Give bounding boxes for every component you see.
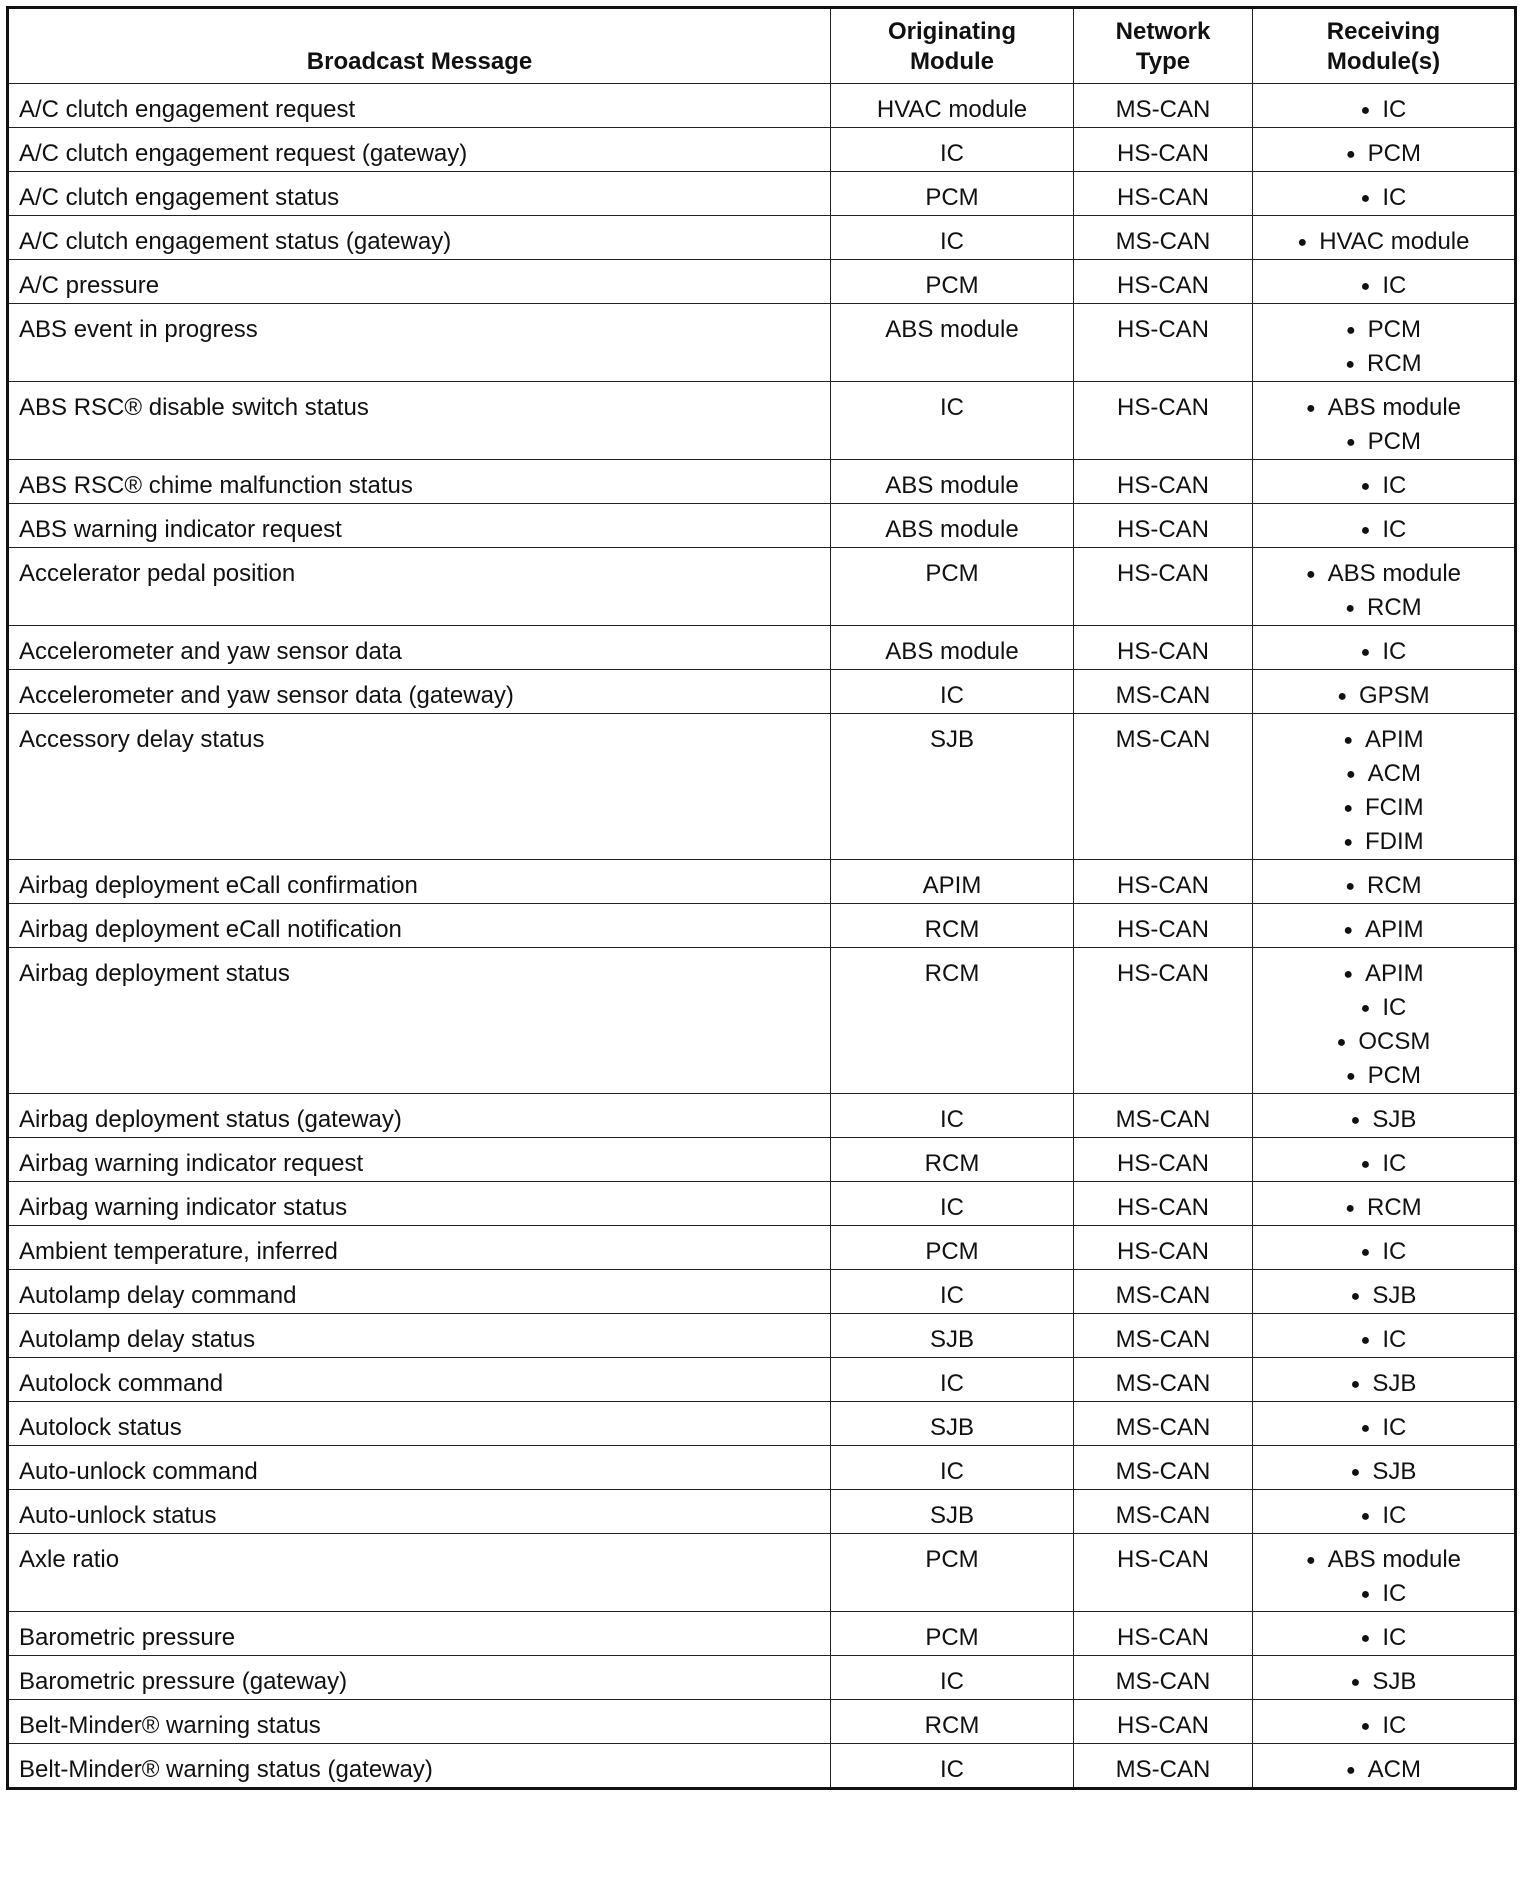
table-row (8, 1358, 1516, 1402)
bullet-icon: ● (1360, 278, 1371, 295)
receiving-modules-cell (1253, 904, 1516, 948)
broadcast-message-cell: Autolamp delay command (8, 1270, 831, 1314)
receiving-module-item (1263, 591, 1504, 625)
header-network-type: Network Type (1074, 8, 1253, 84)
table-row (8, 216, 1516, 260)
originating-module-cell: PCM (831, 548, 1074, 626)
receiving-module-item (1263, 181, 1504, 215)
table-row (8, 1094, 1516, 1138)
originating-module-cell: IC (831, 382, 1074, 460)
receiving-modules-cell (1253, 1534, 1516, 1612)
receiving-module-label: SJB (1372, 1668, 1417, 1695)
originating-module-cell: IC (831, 216, 1074, 260)
receiving-modules-cell (1253, 1094, 1516, 1138)
broadcast-message-cell: ABS RSC® chime malfunction status (8, 460, 831, 504)
header-receiving-modules: Receiving Module(s) (1253, 8, 1516, 84)
receiving-module-label: IC (1382, 994, 1407, 1021)
receiving-module-item (1263, 1621, 1504, 1655)
receiving-module-label: IC (1382, 1712, 1407, 1739)
receiving-module-label: IC (1382, 472, 1407, 499)
table-row (8, 948, 1516, 1094)
receiving-modules-cell (1253, 714, 1516, 860)
network-type-cell: HS-CAN (1074, 948, 1253, 1094)
network-type-cell: MS-CAN (1074, 1446, 1253, 1490)
receiving-modules-cell (1253, 84, 1516, 128)
originating-module-cell: SJB (831, 1490, 1074, 1534)
receiving-module-label: APIM (1364, 726, 1424, 753)
receiving-modules-cell (1253, 382, 1516, 460)
receiving-module-label: FCIM (1365, 794, 1424, 821)
receiving-module-label: ABS module (1327, 560, 1462, 587)
receiving-module-label: ACM (1367, 1756, 1421, 1783)
receiving-module-label: SJB (1372, 1282, 1417, 1309)
receiving-module-label: APIM (1364, 960, 1424, 987)
bullet-icon: ● (1350, 1288, 1361, 1305)
broadcast-message-cell: Belt-Minder® warning status (gateway) (8, 1744, 831, 1789)
originating-module-cell: PCM (831, 1612, 1074, 1656)
originating-module-cell: RCM (831, 1138, 1074, 1182)
receiving-modules-cell (1253, 1138, 1516, 1182)
broadcast-message-cell: Accessory delay status (8, 714, 831, 860)
originating-module-cell: ABS module (831, 304, 1074, 382)
receiving-module-item (1263, 757, 1504, 791)
broadcast-message-cell: A/C clutch engagement request (8, 84, 831, 128)
bullet-icon: ● (1345, 766, 1356, 783)
receiving-modules-cell (1253, 128, 1516, 172)
table-body (8, 84, 1516, 1789)
receiving-module-item (1263, 137, 1504, 171)
table-row (8, 548, 1516, 626)
originating-module-cell: ABS module (831, 504, 1074, 548)
receiving-modules-cell (1253, 1612, 1516, 1656)
receiving-module-label: IC (1382, 516, 1407, 543)
receiving-module-item (1263, 225, 1504, 259)
receiving-module-item (1263, 1665, 1504, 1699)
table-row (8, 260, 1516, 304)
table-row (8, 460, 1516, 504)
bullet-icon: ● (1360, 1630, 1371, 1647)
originating-module-cell: RCM (831, 904, 1074, 948)
receiving-module-label: IC (1382, 1624, 1407, 1651)
receiving-module-label: GPSM (1358, 682, 1430, 709)
network-type-cell: HS-CAN (1074, 304, 1253, 382)
network-type-cell: HS-CAN (1074, 1612, 1253, 1656)
bullet-icon: ● (1350, 1464, 1361, 1481)
receiving-module-item (1263, 1577, 1504, 1611)
receiving-module-item (1263, 1191, 1504, 1225)
originating-module-cell: IC (831, 1744, 1074, 1789)
broadcast-message-cell: Barometric pressure (8, 1612, 831, 1656)
originating-module-cell: SJB (831, 714, 1074, 860)
receiving-module-item (1263, 1235, 1504, 1269)
broadcast-message-cell: ABS RSC® disable switch status (8, 382, 831, 460)
receiving-modules-cell (1253, 216, 1516, 260)
network-type-cell: HS-CAN (1074, 172, 1253, 216)
receiving-module-item (1263, 635, 1504, 669)
originating-module-cell: IC (831, 1358, 1074, 1402)
bullet-icon: ● (1337, 688, 1347, 705)
table-row (8, 714, 1516, 860)
table-header (8, 8, 1516, 84)
network-type-cell: HS-CAN (1074, 382, 1253, 460)
bullet-icon: ● (1360, 190, 1371, 207)
broadcast-message-cell: Auto-unlock status (8, 1490, 831, 1534)
bullet-icon: ● (1360, 1156, 1371, 1173)
table-row (8, 1182, 1516, 1226)
broadcast-message-cell: Autolamp delay status (8, 1314, 831, 1358)
network-type-cell: MS-CAN (1074, 1490, 1253, 1534)
bullet-icon: ● (1360, 102, 1371, 119)
network-type-cell: HS-CAN (1074, 1534, 1253, 1612)
originating-module-cell: RCM (831, 1700, 1074, 1744)
receiving-module-item (1263, 557, 1504, 591)
bullet-icon: ● (1345, 600, 1355, 617)
receiving-module-item (1263, 1499, 1504, 1533)
network-type-cell: MS-CAN (1074, 1744, 1253, 1789)
receiving-module-label: RCM (1367, 1194, 1422, 1221)
network-type-cell: MS-CAN (1074, 216, 1253, 260)
network-type-cell: HS-CAN (1074, 1226, 1253, 1270)
broadcast-message-cell: Accelerometer and yaw sensor data (gateway) (8, 670, 831, 714)
originating-module-cell: PCM (831, 1226, 1074, 1270)
network-type-cell: HS-CAN (1074, 904, 1253, 948)
bullet-icon: ● (1336, 1034, 1347, 1051)
network-type-cell: MS-CAN (1074, 670, 1253, 714)
receiving-module-label: RCM (1367, 872, 1422, 899)
receiving-module-label: PCM (1367, 1062, 1421, 1089)
receiving-module-item (1263, 1411, 1504, 1445)
receiving-modules-cell (1253, 548, 1516, 626)
receiving-module-item (1263, 1455, 1504, 1489)
receiving-module-item (1263, 825, 1504, 859)
receiving-module-label: OCSM (1358, 1028, 1431, 1055)
receiving-module-label: IC (1382, 638, 1407, 665)
broadcast-message-cell: Autolock command (8, 1358, 831, 1402)
network-type-cell: MS-CAN (1074, 1656, 1253, 1700)
originating-module-cell: APIM (831, 860, 1074, 904)
originating-module-cell: ABS module (831, 460, 1074, 504)
receiving-modules-cell (1253, 1358, 1516, 1402)
receiving-module-label: IC (1382, 1238, 1407, 1265)
table-row (8, 84, 1516, 128)
network-type-cell: HS-CAN (1074, 1182, 1253, 1226)
originating-module-cell: RCM (831, 948, 1074, 1094)
originating-module-cell: HVAC module (831, 84, 1074, 128)
receiving-module-item (1263, 679, 1504, 713)
table-row (8, 504, 1516, 548)
receiving-module-item (1263, 425, 1504, 459)
table-row (8, 1612, 1516, 1656)
table-row (8, 904, 1516, 948)
receiving-module-label: HVAC module (1319, 228, 1470, 255)
network-type-cell: HS-CAN (1074, 1700, 1253, 1744)
bullet-icon: ● (1305, 566, 1316, 583)
receiving-modules-cell (1253, 1314, 1516, 1358)
receiving-modules-cell (1253, 860, 1516, 904)
receiving-modules-cell (1253, 948, 1516, 1094)
receiving-module-label: PCM (1367, 140, 1421, 167)
receiving-module-label: IC (1382, 1580, 1407, 1607)
broadcast-message-cell: A/C clutch engagement status (gateway) (8, 216, 831, 260)
receiving-modules-cell (1253, 670, 1516, 714)
receiving-module-label: PCM (1367, 316, 1421, 343)
table-row (8, 626, 1516, 670)
bullet-icon: ● (1345, 356, 1355, 373)
receiving-module-item (1263, 1025, 1504, 1059)
receiving-modules-cell (1253, 1446, 1516, 1490)
receiving-module-label: ABS module (1327, 1546, 1462, 1573)
bullet-icon: ● (1343, 966, 1353, 983)
receiving-modules-cell (1253, 1182, 1516, 1226)
bullet-icon: ● (1360, 1244, 1371, 1261)
receiving-module-item (1263, 391, 1504, 425)
bullet-icon: ● (1343, 800, 1353, 817)
bullet-icon: ● (1360, 522, 1371, 539)
bullet-icon: ● (1343, 834, 1353, 851)
receiving-modules-cell (1253, 260, 1516, 304)
table-row (8, 172, 1516, 216)
receiving-module-item (1263, 1367, 1504, 1401)
receiving-module-item (1263, 347, 1504, 381)
receiving-module-label: IC (1382, 184, 1407, 211)
receiving-module-label: IC (1382, 1326, 1407, 1353)
bullet-icon: ● (1345, 1068, 1356, 1085)
receiving-modules-cell (1253, 1402, 1516, 1446)
receiving-modules-cell (1253, 460, 1516, 504)
network-type-cell: HS-CAN (1074, 860, 1253, 904)
receiving-module-item (1263, 93, 1504, 127)
header-row (8, 8, 1516, 84)
receiving-module-item (1263, 269, 1504, 303)
originating-module-cell: IC (831, 1182, 1074, 1226)
table-row (8, 1744, 1516, 1789)
broadcast-message-cell: A/C clutch engagement request (gateway) (8, 128, 831, 172)
receiving-module-item (1263, 313, 1504, 347)
bullet-icon: ● (1297, 234, 1308, 251)
receiving-module-item (1263, 1709, 1504, 1743)
receiving-modules-cell (1253, 172, 1516, 216)
table-row (8, 128, 1516, 172)
receiving-module-item (1263, 723, 1504, 757)
broadcast-message-cell: Accelerometer and yaw sensor data (8, 626, 831, 670)
originating-module-cell: ABS module (831, 626, 1074, 670)
receiving-module-item (1263, 991, 1504, 1025)
broadcast-message-cell: Airbag deployment status (8, 948, 831, 1094)
table-row (8, 382, 1516, 460)
broadcast-message-cell: Axle ratio (8, 1534, 831, 1612)
broadcast-message-cell: Airbag warning indicator request (8, 1138, 831, 1182)
table-row (8, 860, 1516, 904)
receiving-module-item (1263, 1147, 1504, 1181)
receiving-modules-cell (1253, 1226, 1516, 1270)
receiving-module-label: IC (1382, 272, 1407, 299)
table-row (8, 1314, 1516, 1358)
bullet-icon: ● (1305, 400, 1316, 417)
receiving-modules-cell (1253, 1270, 1516, 1314)
receiving-module-item (1263, 513, 1504, 547)
broadcast-message-cell: A/C pressure (8, 260, 831, 304)
bullet-icon: ● (1345, 878, 1355, 895)
network-type-cell: MS-CAN (1074, 1402, 1253, 1446)
network-type-cell: HS-CAN (1074, 548, 1253, 626)
receiving-module-label: ACM (1367, 760, 1421, 787)
table-row (8, 1226, 1516, 1270)
header-broadcast-message: Broadcast Message (8, 8, 831, 84)
table-row (8, 1402, 1516, 1446)
bullet-icon: ● (1360, 478, 1371, 495)
receiving-modules-cell (1253, 304, 1516, 382)
network-type-cell: HS-CAN (1074, 1138, 1253, 1182)
bullet-icon: ● (1345, 146, 1356, 163)
network-type-cell: HS-CAN (1074, 260, 1253, 304)
broadcast-message-cell: Belt-Minder® warning status (8, 1700, 831, 1744)
table-row (8, 1446, 1516, 1490)
table-row (8, 1700, 1516, 1744)
bullet-icon: ● (1345, 1200, 1355, 1217)
broadcast-message-cell: A/C clutch engagement status (8, 172, 831, 216)
bullet-icon: ● (1345, 1762, 1356, 1779)
bullet-icon: ● (1360, 1332, 1371, 1349)
broadcast-message-table (6, 6, 1517, 1790)
receiving-modules-cell (1253, 1490, 1516, 1534)
originating-module-cell: IC (831, 128, 1074, 172)
broadcast-message-cell: ABS warning indicator request (8, 504, 831, 548)
originating-module-cell: IC (831, 1446, 1074, 1490)
receiving-module-label: ABS module (1327, 394, 1462, 421)
receiving-module-item (1263, 1323, 1504, 1357)
receiving-module-label: SJB (1372, 1458, 1417, 1485)
table-row (8, 1656, 1516, 1700)
table-row (8, 670, 1516, 714)
receiving-module-label: PCM (1367, 428, 1421, 455)
broadcast-message-cell: Airbag deployment eCall confirmation (8, 860, 831, 904)
bullet-icon: ● (1350, 1112, 1361, 1129)
bullet-icon: ● (1360, 1718, 1371, 1735)
receiving-module-label: SJB (1372, 1370, 1417, 1397)
network-type-cell: HS-CAN (1074, 128, 1253, 172)
receiving-module-label: FDIM (1365, 828, 1424, 855)
network-type-cell: MS-CAN (1074, 1358, 1253, 1402)
network-type-cell: MS-CAN (1074, 84, 1253, 128)
receiving-module-label: IC (1382, 96, 1407, 123)
receiving-module-item (1263, 469, 1504, 503)
receiving-module-item (1263, 1279, 1504, 1313)
network-type-cell: HS-CAN (1074, 460, 1253, 504)
receiving-module-label: RCM (1367, 594, 1422, 621)
bullet-icon: ● (1343, 922, 1353, 939)
network-type-cell: MS-CAN (1074, 714, 1253, 860)
originating-module-cell: SJB (831, 1314, 1074, 1358)
receiving-modules-cell (1253, 1744, 1516, 1789)
bullet-icon: ● (1350, 1674, 1361, 1691)
receiving-module-item (1263, 1059, 1504, 1093)
receiving-module-item (1263, 869, 1504, 903)
bullet-icon: ● (1360, 644, 1371, 661)
receiving-modules-cell (1253, 1656, 1516, 1700)
broadcast-message-cell: Autolock status (8, 1402, 831, 1446)
broadcast-message-cell: ABS event in progress (8, 304, 831, 382)
table-row (8, 1270, 1516, 1314)
table-row (8, 1138, 1516, 1182)
broadcast-message-cell: Ambient temperature, inferred (8, 1226, 831, 1270)
bullet-icon: ● (1360, 1000, 1371, 1017)
receiving-module-label: RCM (1367, 350, 1422, 377)
receiving-module-item (1263, 957, 1504, 991)
bullet-icon: ● (1345, 322, 1356, 339)
receiving-modules-cell (1253, 626, 1516, 670)
bullet-icon: ● (1360, 1420, 1371, 1437)
originating-module-cell: PCM (831, 172, 1074, 216)
broadcast-message-cell: Airbag deployment status (gateway) (8, 1094, 831, 1138)
originating-module-cell: IC (831, 1656, 1074, 1700)
bullet-icon: ● (1345, 434, 1356, 451)
receiving-module-item (1263, 1543, 1504, 1577)
bullet-icon: ● (1305, 1552, 1316, 1569)
network-type-cell: MS-CAN (1074, 1270, 1253, 1314)
network-type-cell: HS-CAN (1074, 504, 1253, 548)
originating-module-cell: IC (831, 1270, 1074, 1314)
broadcast-message-cell: Airbag deployment eCall notification (8, 904, 831, 948)
broadcast-message-cell: Accelerator pedal position (8, 548, 831, 626)
originating-module-cell: IC (831, 1094, 1074, 1138)
network-type-cell: MS-CAN (1074, 1314, 1253, 1358)
broadcast-message-cell: Auto-unlock command (8, 1446, 831, 1490)
table-row (8, 1534, 1516, 1612)
originating-module-cell: PCM (831, 1534, 1074, 1612)
network-type-cell: MS-CAN (1074, 1094, 1253, 1138)
broadcast-message-cell: Airbag warning indicator status (8, 1182, 831, 1226)
bullet-icon: ● (1360, 1586, 1371, 1603)
receiving-module-label: IC (1382, 1502, 1407, 1529)
receiving-module-item (1263, 1753, 1504, 1787)
receiving-module-item (1263, 913, 1504, 947)
bullet-icon: ● (1350, 1376, 1361, 1393)
receiving-module-item (1263, 791, 1504, 825)
receiving-module-label: SJB (1372, 1106, 1417, 1133)
receiving-modules-cell (1253, 1700, 1516, 1744)
bullet-icon: ● (1360, 1508, 1371, 1525)
originating-module-cell: SJB (831, 1402, 1074, 1446)
originating-module-cell: PCM (831, 260, 1074, 304)
receiving-module-label: APIM (1364, 916, 1424, 943)
receiving-module-label: IC (1382, 1414, 1407, 1441)
bullet-icon: ● (1343, 732, 1353, 749)
receiving-modules-cell (1253, 504, 1516, 548)
network-type-cell: HS-CAN (1074, 626, 1253, 670)
table-row (8, 1490, 1516, 1534)
receiving-module-item (1263, 1103, 1504, 1137)
header-originating-module: Originating Module (831, 8, 1074, 84)
receiving-module-label: IC (1382, 1150, 1407, 1177)
originating-module-cell: IC (831, 670, 1074, 714)
broadcast-message-cell: Barometric pressure (gateway) (8, 1656, 831, 1700)
table-row (8, 304, 1516, 382)
